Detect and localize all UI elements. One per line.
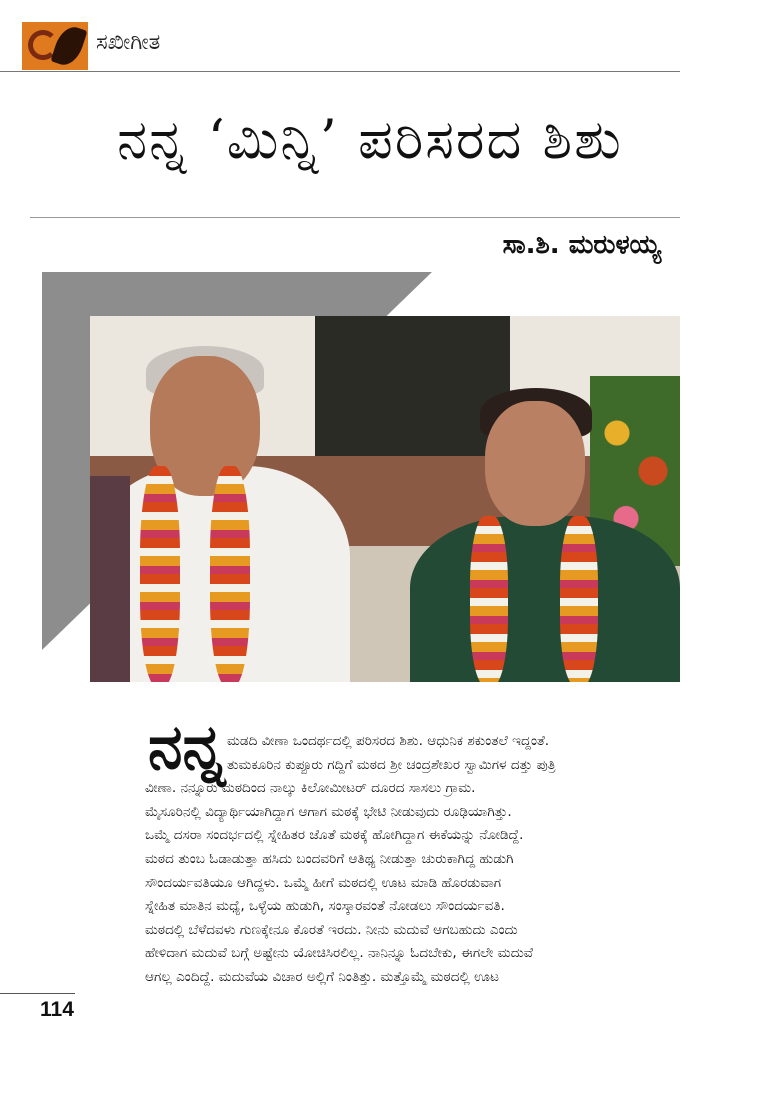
body-line: ಮಠದ ತುಂಬ ಓಡಾಡುತ್ತಾ ಹಸಿದು ಬಂದವರಿಗೆ ಆತಿಥ್ಯ ನೀಡುತ್ತಾ ಚುರುಕಾಗಿದ್ದ ಹುಡುಗಿ	[145, 850, 514, 867]
page-number: 114	[40, 998, 74, 1021]
footer-divider	[0, 993, 75, 994]
magazine-logo-icon	[22, 22, 88, 70]
body-line: ಆಗಲ್ಲ ಎಂದಿದ್ದೆ. ಮದುವೆಯ ವಿಚಾರ ಅಲ್ಲಿಗೆ ನಿಂತಿತ್ತು. ಮತ್ತೊಮ್ಮೆ ಮಠದಲ್ಲಿ ಊಟ	[145, 968, 499, 985]
body-line: ಸೌಂದರ್ಯವತಿಯೂ ಆಗಿದ್ದಳು. ಒಮ್ಮೆ ಹೀಗೆ ಮಠದಲ್ಲಿ ಊಟ ಮಾಡಿ ಹೊರಡುವಾಗ	[145, 874, 502, 891]
body-line: ಒಮ್ಮೆ ದಸರಾ ಸಂದರ್ಭದಲ್ಲಿ ಸ್ನೇಹಿತರ ಜೊತೆ ಮಠಕ್ಕೆ ಹೋಗಿದ್ದಾಗ ಈಕೆಯನ್ನು ನೋಡಿದ್ದೆ.	[145, 827, 524, 844]
body-line: ಮಠದಲ್ಲಿ ಬೆಳೆದವಳು ಗುಣಕ್ಕೇನೂ ಕೊರತೆ ಇರದು. ನೀನು ಮದುವೆ ಆಗಬಹುದು ಎಂದು	[145, 921, 518, 938]
header-divider	[0, 71, 680, 72]
body-line: ಸ್ನೇಹಿತ ಮಾತಿನ ಮಧ್ಯೆ, ಒಳ್ಳೆಯ ಹುಡುಗಿ, ಸಂಸ್ಕಾರವಂತೆ ನೋಡಲು ಸೌಂದರ್ಯವತಿ.	[145, 898, 505, 915]
title-divider	[30, 217, 680, 218]
couple-photo	[90, 316, 680, 682]
body-line: ವೀಣಾ. ನನ್ನೂರು ಮಠದಿಂದ ನಾಲ್ಕು ಕಿಲೋಮೀಟರ್ ದೂರದ ಸಾಸಲು ಗ್ರಾಮ.	[145, 780, 476, 797]
body-line: ಮಡದಿ ವೀಣಾ ಒಂದರ್ಥದಲ್ಲಿ ಪರಿಸರದ ಶಿಶು. ಆಧುನಿಕ ಶಕುಂತಲೆ ಇದ್ದಂತೆ.	[227, 733, 550, 749]
body-line: ಹೇಳಿದಾಗ ಮದುವೆ ಬಗ್ಗೆ ಅಷ್ಟೇನು ಯೋಚಿಸಿರಲಿಲ್ಲ. ನಾನಿನ್ನೂ ಓದಬೇಕು, ಈಗಲೇ ಮದುವೆ	[145, 945, 534, 962]
body-line: ಮೈಸೂರಿನಲ್ಲಿ ವಿದ್ಯಾರ್ಥಿಯಾಗಿದ್ದಾಗ ಆಗಾಗ ಮಠಕ್ಕೆ ಭೇಟಿ ನೀಡುವುದು ರೂಢಿಯಾಗಿತ್ತು.	[145, 803, 512, 820]
drop-cap: ನನ್ನ	[148, 710, 226, 783]
article-body	[145, 730, 665, 990]
section-name: ಸಖೀಗೀತ	[96, 30, 161, 55]
article-title: ನನ್ನ ‘ಮಿನ್ನಿ’ ಪರಿಸರದ ಶಿಶು	[117, 108, 623, 171]
author-name: ಸಾ.ಶಿ. ಮರುಳಯ್ಯ	[502, 230, 661, 260]
body-line: ತುಮಕೂರಿನ ಕುಪ್ಪೂರು ಗದ್ದಿಗೆ ಮಠದ ಶ್ರೀ ಚಂದ್ರಶೇಖರ ಸ್ವಾಮಿಗಳ ದತ್ತು ಪುತ್ರಿ	[227, 756, 556, 773]
